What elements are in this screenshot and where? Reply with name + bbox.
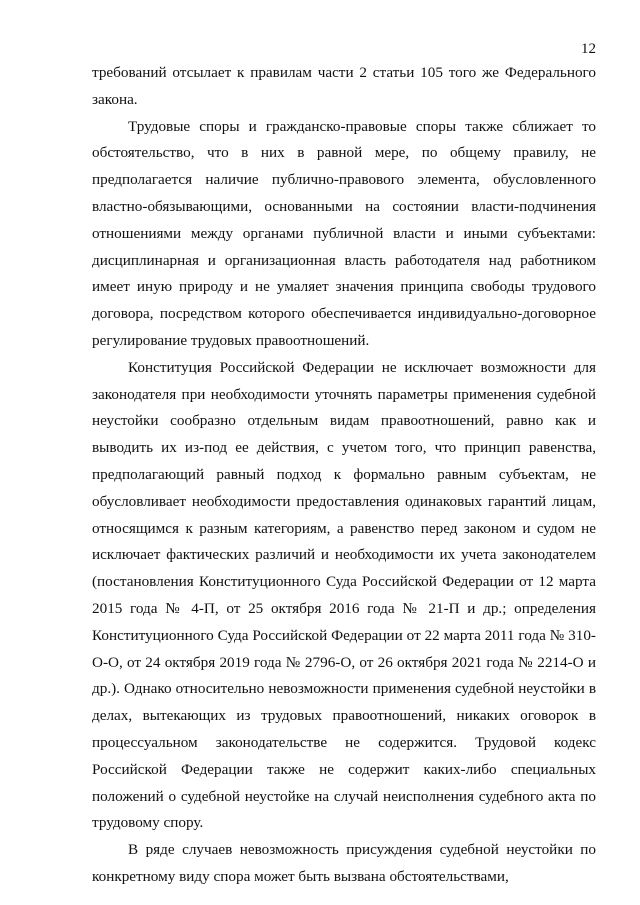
paragraph-cases: В ряде случаев невозможность присуждения судебной неустойки по конкретному виду спора может быть вызвана обстоятельствами, bbox=[92, 841, 596, 885]
paragraph-labor-disputes: Трудовые споры и гражданско-правовые споры также сближает то обстоятельство, что в них в равной мере, по общему правилу, не предполагается наличие публично-правового элемента, обусловленного властно-обязывающими, основанными на состоянии власти-подчинения отношениями между органами публичной власти и иными субъектами: дисциплинарная и организационная власть работодателя над работником имеет иную природу и не умаляет значения принципа свободы трудового договора, посредством которого обеспечивается индивидуально-договорное регулирование трудовых правоотношений. bbox=[92, 117, 596, 349]
paragraph-constitution: Конституция Российской Федерации не исключает возможности для законодателя при необходимости уточнять параметры применения судебной неустойки сообразно отдельным видам правоотношений, равно как и выводить их из-под ее действия, с учетом того, что принцип равенства, предполагающий равный подход к формально равным субъектам, не обусловливает необходимости предоставления одинаковых гарантий лицам, относящимся к разным категориям, а равенство перед законом и судом не исключает фактических различий и необходимости их учета законодателем (постановления Конституционного Суда Российской Федерации от 12 марта 2015 года № 4-П, от 25 октября 2016 года № 21-П и др.; определения Конституционного Суда Российской Федерации от 22 марта 2011 года № 310-О-О, от 24 октября 2019 года № 2796-О, от 26 октября 2021 года № 2214-О и др.). Однако относительно невозможности применения судебной неустойки в делах, вытекающих из трудовых правоотношений, никаких оговорок в процессуальном законодательстве не содержится. Трудовой кодекс Российской Федерации также не содержит каких-либо специальных положений о судебной неустойке на случай неисполнения судебного акта по трудовому спору. bbox=[92, 358, 596, 832]
paragraph-continuation: требований отсылает к правилам части 2 статьи 105 того же Федерального закона. bbox=[92, 64, 596, 108]
page-number: 12 bbox=[581, 41, 596, 57]
document-body bbox=[92, 60, 596, 891]
